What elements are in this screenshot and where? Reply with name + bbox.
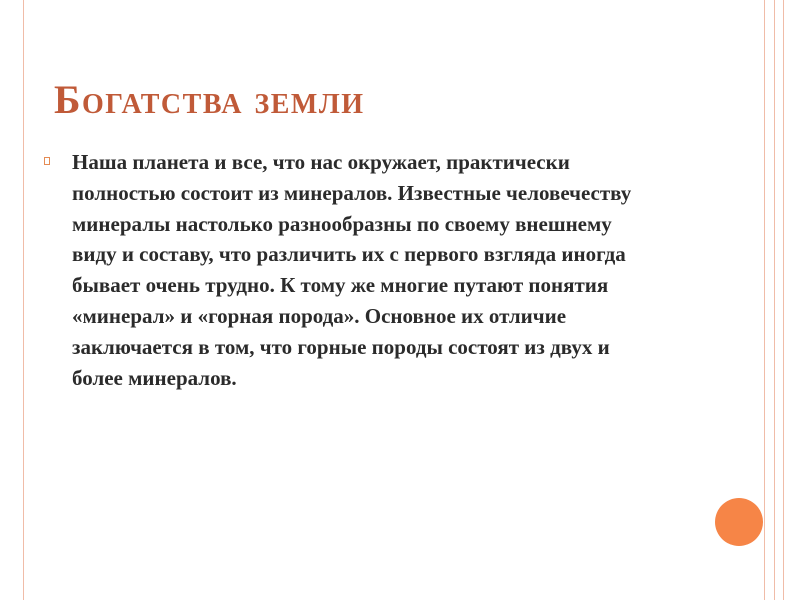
orange-circle-icon: [715, 498, 763, 546]
right-border-band: [764, 0, 775, 600]
right-border-line: [783, 0, 784, 600]
slide-title: Богатства земли: [54, 77, 365, 122]
bullet-text: Наша планета и все, что нас окружает, практически полностью состоит из минералов. Известные человечеству минералы настолько разнообразны по своему внешнему виду и составу, что различить их с первого взгляда иногда бывает очень трудно. К тому же многие путают понятия «минерал» и «горная порода». Основное их отличие заключается в том, что горные породы состоят из двух и более минералов.: [72, 150, 632, 390]
square-outline-bullet-icon: [44, 157, 50, 165]
left-border-line: [23, 0, 24, 600]
